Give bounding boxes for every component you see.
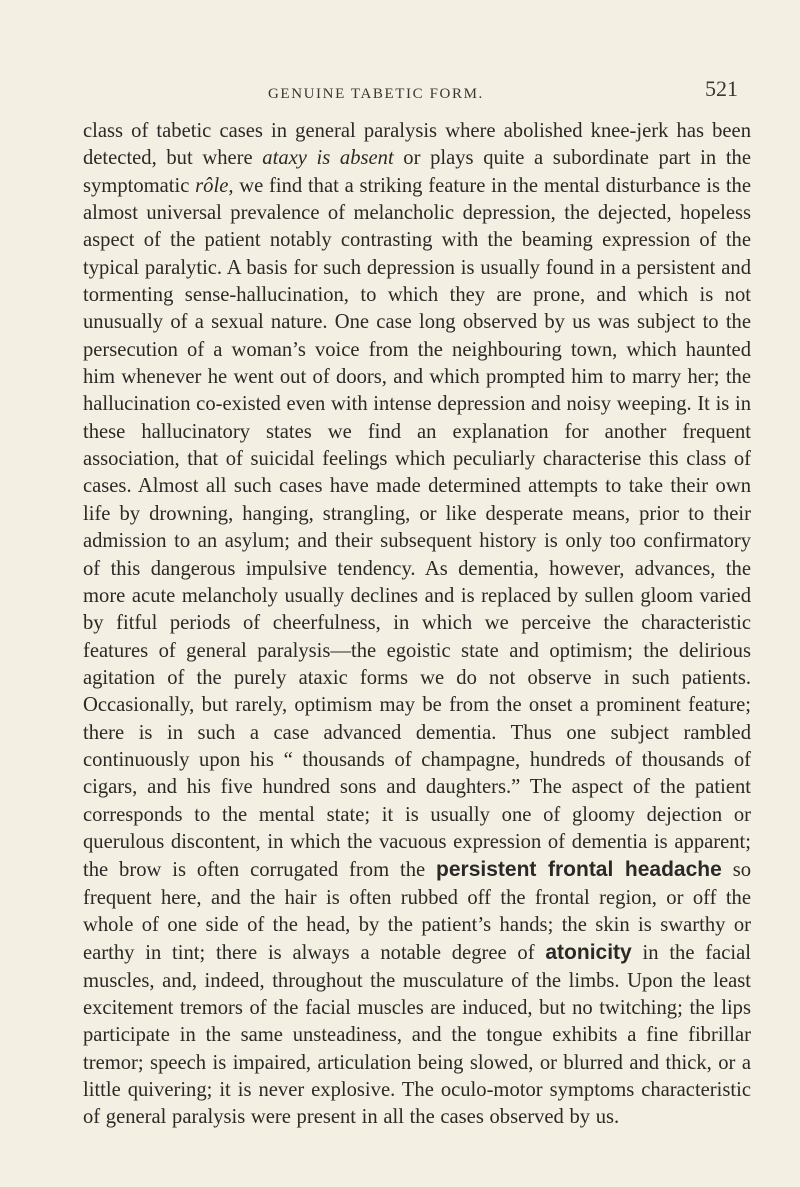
italic-phrase: ataxy is absent	[262, 147, 394, 170]
running-title: GENUINE TABETIC FORM.	[268, 86, 484, 102]
bold-phrase: persistent frontal headache	[436, 858, 722, 882]
page-number: 521	[705, 76, 738, 101]
text-segment: so frequent here, and the hair is often rubbed off the frontal region, or off the whole of one side of the head, by the patient’s hands; the skin is swarthy or earthy in tint; there is always a notable degree of	[83, 859, 752, 965]
italic-term: rôle,	[195, 174, 234, 197]
text-segment: class of tabetic cases in general paralysis where abolished knee-jerk has been detected, but where	[83, 120, 751, 170]
bold-term: atonicity	[545, 941, 632, 965]
body-paragraph	[83, 118, 751, 1132]
text-segment: or plays quite a subordinate part in the symptomatic	[83, 147, 751, 197]
text-segment: in the facial muscles, and, indeed, throughout the musculature of the limbs. Upon the least excitement tremors of the facial muscles are induced, but no twitching; the lips participate in the same unsteadiness, and the tongue exhibits a fine fibrillar tremor; speech is impaired, articulation being slowed, or blurred and thick, or a little quivering; it is never explosive. The oculo-motor symptoms characteristic of general paralysis were present in all the cases observed by us.	[83, 942, 751, 1129]
text-segment: we find that a striking feature in the mental disturbance is the almost universal prevalence of melancholic depression, the dejected, hopeless aspect of the patient notably contrasting with the beaming expression of the typical paralytic. A basis for such depression is usually found in a persistent and tormenting sense-hallucination, to which they are prone, and which is not unusually of a sexual nature. One case long observed by us was subject to the persecution of a woman’s voice from the neighbouring town, which haunted him whenever he went out of doors, and which prompted him to marry her; the hallucination co-existed even with intense depression and noisy weeping. It is in these hallucinatory states we find an explanation for another frequent association, that of suicidal feelings which peculiarly characterise this class of cases. Almost all such cases have made determined attempts to take their own life by drowning, hanging, strangling, or like desperate means, prior to their admission to an asylum; and their subsequent history is only too confirmatory of this dangerous impulsive tendency. As dementia, however, advances, the more acute melancholy usually declines and is replaced by sullen gloom varied by fitful periods of cheerfulness, in which we perceive the characteristic features of general paralysis—the egoistic state and optimism; the delirious agitation of the purely ataxic forms we do not observe in such patients. Occasionally, but rarely, optimism may be from the onset a prominent feature; there is in such a case advanced dementia. Thus one subject rambled continuously upon his “ thousands of champagne, hundreds of thousands of cigars, and his five hundred sons and daughters.” The aspect of the patient corresponds to the mental state; it is usually one of gloomy dejection or querulous discontent, in which the vacuous expression of dementia is apparent; the brow is often corrugated from the	[83, 174, 751, 882]
